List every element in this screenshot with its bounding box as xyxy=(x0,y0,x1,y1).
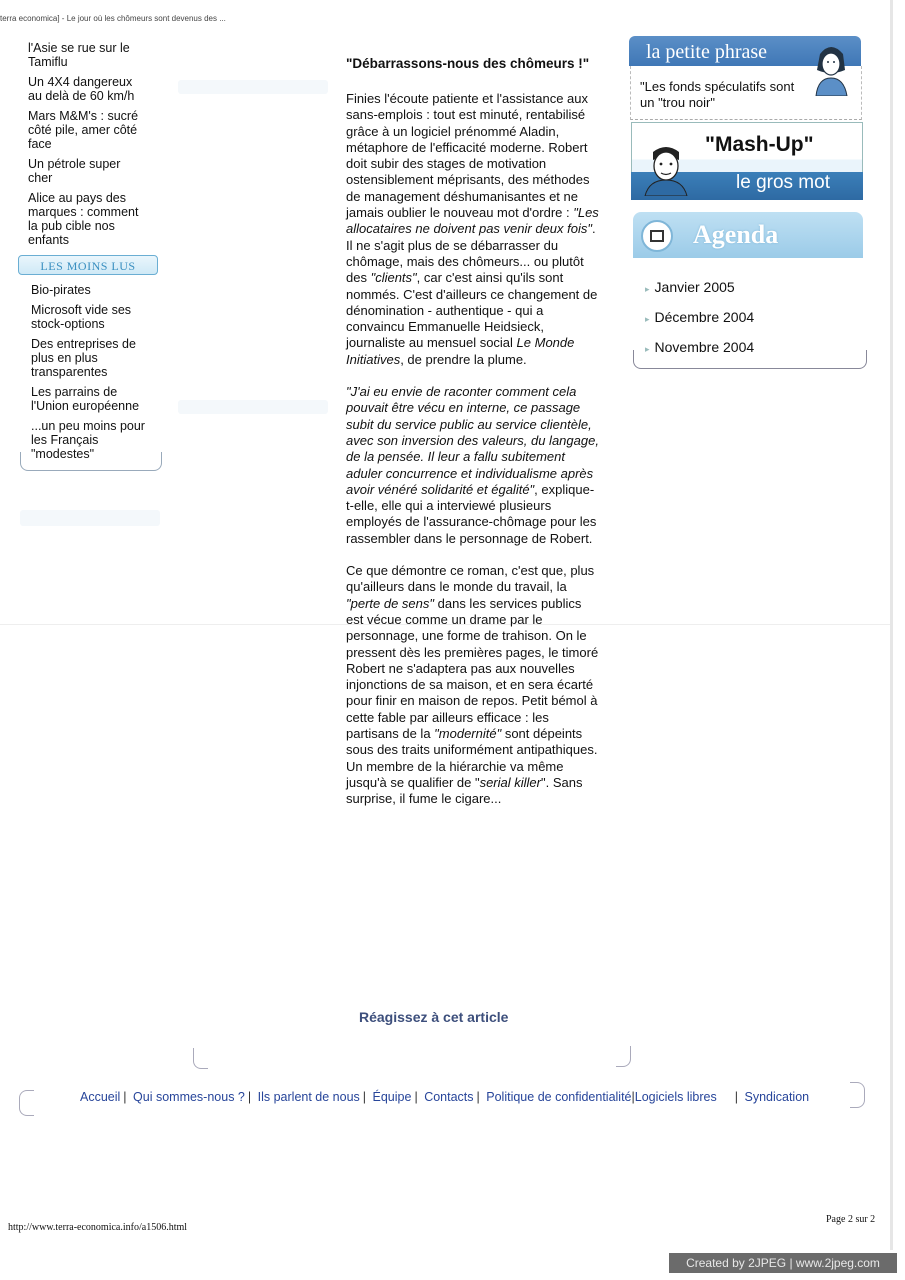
separator: | xyxy=(247,1090,252,1104)
article-paragraph-3 xyxy=(346,563,599,807)
quote: "clients" xyxy=(370,270,417,286)
agenda-item-label: Décembre 2004 xyxy=(654,309,755,325)
agenda-box-bottom xyxy=(633,350,867,369)
article-paragraph-2 xyxy=(346,384,599,547)
list-item[interactable]: Un pétrole super cher xyxy=(28,157,121,185)
text: Finies l'écoute patiente et l'assistance aux sans-emplois : tout est minuté, rentabilisé grâce à un logiciel prénommé Aladin, métaphore de l'efficacité moderne. Robert doit subir des stages de motivation ostensiblement méprisants, des méthodes de management déshumanisantes et ne jamais oublier le nouveau mot d'ordre : xyxy=(346,91,590,221)
agenda-item-label: Novembre 2004 xyxy=(654,339,755,355)
quote: "Les allocataires ne doivent pas venir deux fois" xyxy=(346,205,599,237)
article-paragraph-1 xyxy=(346,91,599,368)
faint-block xyxy=(178,80,328,94)
page-url: http://www.terra-economica.info/a1506.html xyxy=(8,1222,188,1233)
text: , de prendre la plume. xyxy=(400,351,527,367)
list-item[interactable]: l'Asie se rue sur le Tamiflu xyxy=(28,41,130,69)
quote: serial killer xyxy=(479,774,541,790)
separator: | xyxy=(734,1090,738,1104)
agenda-item[interactable] xyxy=(645,273,754,303)
list-item[interactable]: Alice au pays des marques : comment la pub cible nos enfants xyxy=(28,191,139,247)
bracket-decoration xyxy=(850,1082,865,1108)
agenda-item-label: Janvier 2005 xyxy=(654,279,735,295)
text: , explique-t-elle, elle qui a interviewé plusieurs employés de l'assurance-chômage pour les rassembler dans le personnage de Robert. xyxy=(346,481,597,546)
faint-block xyxy=(178,400,328,414)
arrow-right-icon: ▸ xyxy=(645,344,650,354)
bracket-decoration xyxy=(193,1048,208,1069)
page-header: terra economica] - Le jour où les chômeurs sont devenus des ... xyxy=(0,14,226,23)
separator: | xyxy=(414,1090,418,1104)
nav-ils-parlent-de-nous[interactable]: Ils parlent de nous xyxy=(257,1090,360,1104)
gros-mot-label: le gros mot xyxy=(736,172,830,193)
nav-logiciels-libres[interactable]: Logiciels libres xyxy=(634,1090,717,1104)
react-link[interactable]: Réagissez à cet article xyxy=(359,1009,509,1025)
page-number: Page 2 sur 2 xyxy=(826,1214,876,1225)
article-title: "Débarrassons-nous des chômeurs !" xyxy=(346,56,590,71)
footer-nav xyxy=(80,1090,809,1104)
text: . Il ne s'agit plus de se débarrasser du chômage, mais des chômeurs... ou plutôt des xyxy=(346,221,596,286)
faint-block xyxy=(20,510,160,526)
nav-qui-sommes-nous[interactable]: Qui sommes-nous ? xyxy=(133,1090,245,1104)
article xyxy=(346,56,599,823)
list-item[interactable]: Microsoft vide ses stock-options xyxy=(31,303,132,331)
mash-up-title[interactable]: "Mash-Up" xyxy=(705,133,814,156)
publication-name: Le Monde Initiatives xyxy=(346,335,575,367)
nav-syndication[interactable]: Syndication xyxy=(744,1090,810,1104)
separator: | xyxy=(362,1090,367,1104)
quote: "perte de sens" xyxy=(346,595,435,611)
most-read-list xyxy=(28,41,146,253)
right-border xyxy=(890,0,893,1250)
least-read-heading: LES MOINS LUS xyxy=(18,255,158,275)
list-item[interactable]: ...un peu moins pour les Français "modestes" xyxy=(31,419,145,461)
agenda-title: Agenda xyxy=(693,220,779,249)
left-box-bottom xyxy=(20,452,162,471)
agenda-item[interactable] xyxy=(645,303,754,333)
nav-equipe[interactable]: Équipe xyxy=(372,1090,412,1104)
text: , car c'est ainsi qu'ils sont nommés. C'est d'ailleurs ce changement de dénomination - authentique - qui a convaincu Emmanuelle Heidsieck, journaliste au mensuel social xyxy=(346,270,598,351)
separator: | xyxy=(123,1090,127,1104)
petite-phrase-title: la petite phrase xyxy=(646,41,768,63)
least-read-list xyxy=(31,283,151,467)
text: Ce que démontre ce roman, c'est que, plus qu'ailleurs dans le monde du travail, la xyxy=(346,563,595,595)
nav-contacts[interactable]: Contacts xyxy=(424,1090,474,1104)
bracket-decoration xyxy=(19,1090,34,1116)
calendar-icon xyxy=(641,220,673,252)
quote: "modernité" xyxy=(434,725,502,741)
text: ". Sans surprise, il fume le cigare... xyxy=(346,774,583,807)
nav-politique-confidentialite[interactable]: Politique de confidentialité xyxy=(486,1090,632,1104)
petite-phrase-quote[interactable]: "Les fonds spéculatifs sont un "trou noir" xyxy=(640,79,795,110)
list-item[interactable]: Les parrains de l'Union européenne xyxy=(31,385,140,413)
bracket-decoration xyxy=(616,1046,631,1067)
list-item[interactable]: Bio-pirates xyxy=(31,283,91,297)
list-item[interactable]: Un 4X4 dangereux au delà de 60 km/h xyxy=(28,75,135,103)
text: sont dépeints sous des traits uniformément antipathiques. Un membre de la hiérarchie va même jusqu'à se qualifier de " xyxy=(346,725,598,790)
arrow-right-icon: ▸ xyxy=(645,284,650,294)
separator: | xyxy=(631,1090,635,1104)
man-illustration-icon xyxy=(641,140,691,196)
quote: "J'ai eu envie de raconter comment cela pouvait être vécu en interne, ce passage subit du service public au service clientèle, avec son inversion des valeurs, du langage, de la pensée. Il leur a fallu subitement aduler concurrence et individualisme après avoir vénéré solidarité et égalité" xyxy=(346,384,599,497)
text: dans les services publics est vécue comme un drame par le personnage, une forme de trahison. On le pressent dès les premières pages, le timoré Robert ne s'adaptera pas aux nouvelles injonctions de sa maison, et en sera écarté pour finir en maison de repos. Petit bémol à cette fable par ailleurs efficace : les partisans de la xyxy=(346,595,599,741)
watermark: Created by 2JPEG | www.2jpeg.com xyxy=(669,1253,897,1273)
woman-illustration-icon xyxy=(812,40,850,96)
arrow-right-icon: ▸ xyxy=(645,314,650,324)
separator: | xyxy=(476,1090,480,1104)
list-item[interactable]: Mars M&M's : sucré côté pile, amer côté face xyxy=(28,109,139,151)
list-item[interactable]: Des entreprises de plus en plus transparentes xyxy=(31,337,136,379)
nav-accueil[interactable]: Accueil xyxy=(80,1090,121,1104)
